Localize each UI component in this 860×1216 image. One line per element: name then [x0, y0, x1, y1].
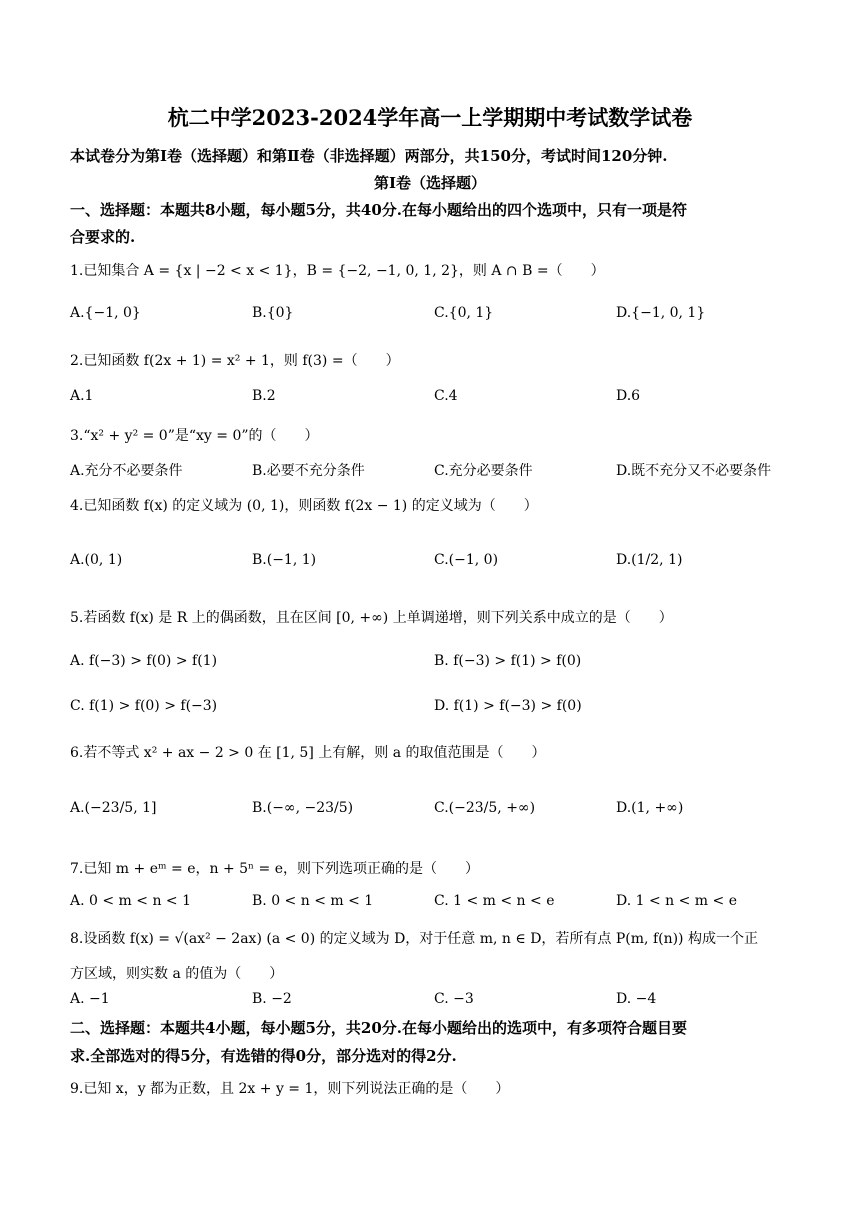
question-3-option-a: A.充分不必要条件 [70, 463, 183, 479]
question-4-option-c: C.(−1, 0) [434, 552, 499, 568]
question-3-stem: 3.“x² + y² = 0”是“xy = 0”的（ ） [70, 428, 319, 444]
part1-title: 第Ⅰ卷（选择题） [373, 174, 487, 192]
question-5-option-d: D. f(1) > f(−3) > f(0) [434, 698, 582, 714]
question-2-option-a: A.1 [70, 388, 94, 404]
section1-heading-line1: 一、选择题：本题共8小题，每小题5分，共40分.在每小题给出的四个选项中，只有一项是符 [70, 201, 687, 219]
question-5-option-a: A. f(−3) > f(0) > f(1) [70, 653, 218, 669]
question-2-stem: 2.已知函数 f(2x + 1) = x² + 1，则 f(3) =（ ） [70, 353, 400, 369]
question-7-option-a: A. 0 < m < n < 1 [70, 893, 192, 909]
question-5-option-b: B. f(−3) > f(1) > f(0) [434, 653, 582, 669]
question-1-option-c: C.{0, 1} [434, 305, 494, 321]
question-8-option-a: A. −1 [70, 991, 110, 1007]
question-6-stem: 6.若不等式 x² + ax − 2 > 0 在 [1, 5] 上有解，则 a 的取值范围是（ ） [70, 745, 546, 761]
question-8-option-b: B. −2 [252, 991, 292, 1007]
question-2-option-c: C.4 [434, 388, 458, 404]
question-6-option-b: B.(−∞, −23/5) [252, 800, 354, 816]
exam-title: 杭二中学2023-2024学年高一上学期期中考试数学试卷 [167, 105, 693, 130]
question-9-stem: 9.已知 x，y 都为正数，且 2x + y = 1，则下列说法正确的是（ ） [70, 1081, 510, 1097]
question-7-option-c: C. 1 < m < n < e [434, 893, 555, 909]
question-8-option-d: D. −4 [616, 991, 657, 1007]
question-8-stem-line1: 8.设函数 f(x) = √(ax² − 2ax) (a < 0) 的定义域为 D，对于任意 m, n ∈ D，若所有点 P(m, f(n)) 构成一个正 [70, 931, 758, 947]
question-4-stem: 4.已知函数 f(x) 的定义域为 (0, 1)，则函数 f(2x − 1) 的定义域为（ ） [70, 498, 538, 514]
question-6-option-c: C.(−23/5, +∞) [434, 800, 536, 816]
question-6-option-a: A.(−23/5, 1] [70, 800, 157, 816]
question-4-option-b: B.(−1, 1) [252, 552, 317, 568]
question-4-option-d: D.(1/2, 1) [616, 552, 683, 568]
section1-heading-line2: 合要求的. [70, 228, 136, 246]
question-5-stem: 5.若函数 f(x) 是 R 上的偶函数，且在区间 [0, +∞) 上单调递增，则下列关系中成立的是（ ） [70, 610, 673, 626]
question-1-option-a: A.{−1, 0} [70, 305, 141, 321]
section2-heading-line1: 二、选择题：本题共4小题，每小题5分，共20分.在每小题给出的选项中，有多项符合题目要 [70, 1019, 687, 1037]
question-7-stem: 7.已知 m + eᵐ = e，n + 5ⁿ = e，则下列选项正确的是（ ） [70, 861, 480, 877]
question-3-option-c: C.充分必要条件 [434, 463, 533, 479]
question-1-stem: 1.已知集合 A = {x | −2 < x < 1}，B = {−2, −1, 0, 1, 2}，则 A ∩ B =（ ） [70, 263, 605, 279]
question-8-stem-line2: 方区域，则实数 a 的值为（ ） [70, 966, 284, 982]
question-2-option-d: D.6 [616, 388, 641, 404]
question-7-option-b: B. 0 < n < m < 1 [252, 893, 374, 909]
question-1-option-d: D.{−1, 0, 1} [616, 305, 706, 321]
exam-intro: 本试卷分为第Ⅰ卷（选择题）和第Ⅱ卷（非选择题）两部分，共150分，考试时间120分钟. [70, 147, 668, 165]
question-8-option-c: C. −3 [434, 991, 474, 1007]
question-7-option-d: D. 1 < n < m < e [616, 893, 738, 909]
question-3-option-d: D.既不充分又不必要条件 [616, 463, 772, 479]
question-2-option-b: B.2 [252, 388, 276, 404]
question-4-option-a: A.(0, 1) [70, 552, 123, 568]
question-3-option-b: B.必要不充分条件 [252, 463, 365, 479]
section2-heading-line2: 求.全部选对的得5分，有选错的得0分，部分选对的得2分. [70, 1047, 457, 1065]
question-1-option-b: B.{0} [252, 305, 294, 321]
question-6-option-d: D.(1, +∞) [616, 800, 684, 816]
question-5-option-c: C. f(1) > f(0) > f(−3) [70, 698, 218, 714]
